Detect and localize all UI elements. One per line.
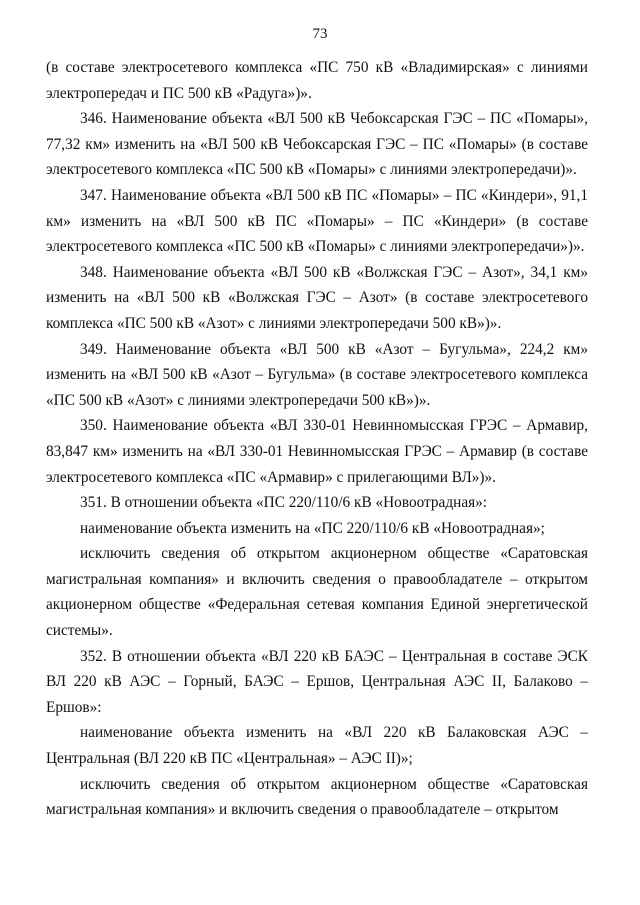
page-number: 73 xyxy=(312,26,328,42)
paragraph-item-346: 346. Наименование объекта «ВЛ 500 кВ Чебоксарская ГЭС – ПС «Помары», 77,32 км» изменить на «ВЛ 500 кВ Чебоксарская ГЭС – ПС «Помары» (в составе электросетевого комплекса «ПС 500 кВ «Помары» с линиями электропередачи)». xyxy=(46,110,588,179)
paragraph-rename-351: наименование объекта изменить на «ПС 220/110/6 кВ «Новоотрадная»; xyxy=(80,519,545,537)
paragraph-continuation: (в составе электросетевого комплекса «ПС 750 кВ «Владимирская» с линиями электропередач и ПС 500 кВ «Радуга»)». xyxy=(46,59,588,102)
document-body xyxy=(46,55,588,823)
paragraph-exclude-351: исключить сведения об открытом акционерном обществе «Саратовская магистральная компания» и включить сведения о правообладателе – открытом акционерном обществе «Федеральная сетевая компания Единой энергетической системы». xyxy=(46,545,588,640)
paragraph-exclude-352: исключить сведения об открытом акционерном обществе «Саратовская магистральная компания» и включить сведения о правообладателе – открытом xyxy=(46,775,588,819)
paragraph-item-352: 352. В отношении объекта «ВЛ 220 кВ БАЭС – Центральная в составе ЭСК ВЛ 220 кВ АЭС – Горный, БАЭС – Ершов, Центральная АЭС II, Балаково – Ершов»: xyxy=(46,647,588,716)
paragraph-item-349: 349. Наименование объекта «ВЛ 500 кВ «Азот – Бугульма», 224,2 км» изменить на «ВЛ 500 кВ «Азот – Бугульма» (в составе электросетевого комплекса «ПС 500 кВ «Азот» с линиями электропередачи 500 кВ»)». xyxy=(46,340,588,409)
paragraph-item-351: 351. В отношении объекта «ПС 220/110/6 кВ «Новоотрадная»: xyxy=(80,494,488,512)
paragraph-rename-352: наименование объекта изменить на «ВЛ 220 кВ Балаковская АЭС – Центральная (ВЛ 220 кВ ПС «Центральная» – АЭС II)»; xyxy=(46,724,588,768)
paragraph-item-347: 347. Наименование объекта «ВЛ 500 кВ ПС «Помары» – ПС «Киндери», 91,1 км» изменить на «ВЛ 500 кВ ПС «Помары» – ПС «Киндери» (в составе электросетевого комплекса «ПС 500 кВ «Помары» с линиями электропередачи»)». xyxy=(46,186,588,256)
paragraph-item-348: 348. Наименование объекта «ВЛ 500 кВ «Волжская ГЭС – Азот», 34,1 км» изменить на «ВЛ 500 кВ «Волжская ГЭС – Азот» (в составе электросетевого комплекса «ПС 500 кВ «Азот» с линиями электропередачи 500 кВ»)». xyxy=(46,263,588,332)
paragraph-item-350: 350. Наименование объекта «ВЛ 330-01 Невинномысская ГРЭС – Армавир, 83,847 км» изменить на «ВЛ 330-01 Невинномысская ГРЭС – Армавир (в составе электросетевого комплекса «ПС «Армавир» с прилегающими ВЛ»)». xyxy=(46,417,588,486)
